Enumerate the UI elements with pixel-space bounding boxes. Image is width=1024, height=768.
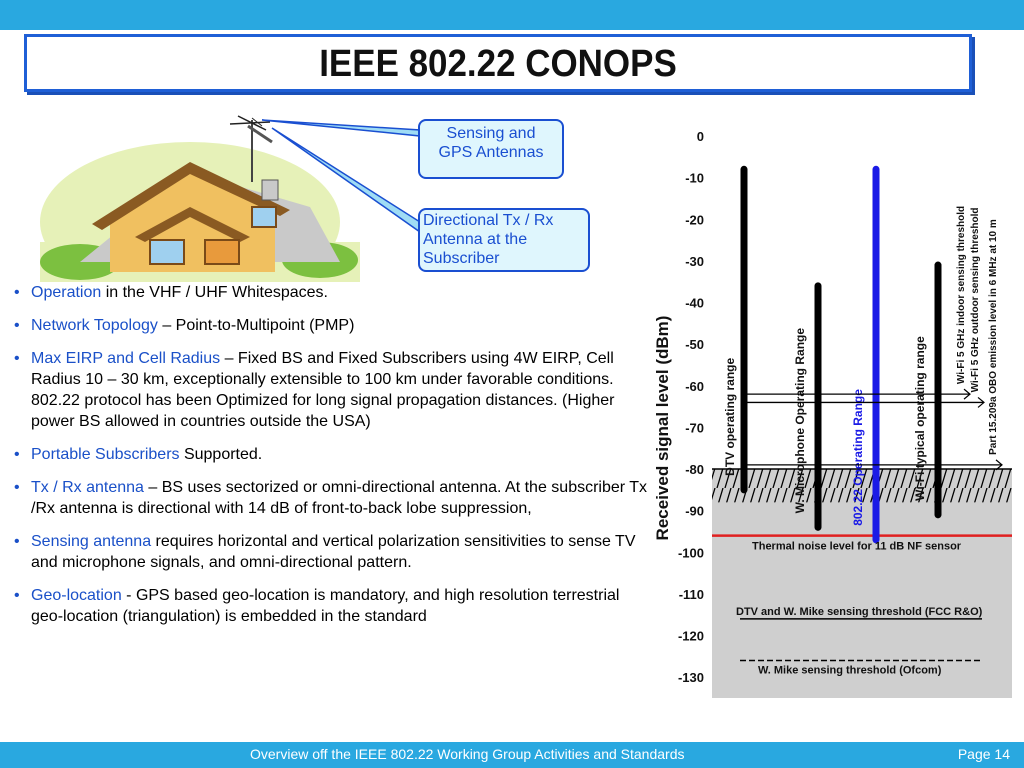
list-item xyxy=(10,531,650,573)
thermal-noise-label: Thermal noise level for 11 dB NF sensor xyxy=(752,540,962,553)
directional-callout-line2: Antenna at the xyxy=(423,231,528,248)
y-tick-label: -80 xyxy=(685,462,704,478)
y-tick-label: -50 xyxy=(685,337,704,353)
sensing-threshold-label: W. Mike sensing threshold (Ofcom) xyxy=(758,664,942,677)
y-tick-label: 0 xyxy=(696,129,704,144)
y-tick-label: -60 xyxy=(685,378,704,394)
y-tick-label: -90 xyxy=(685,503,704,519)
bullet-keyword: Max EIRP and Cell Radius xyxy=(31,350,221,367)
bullet-text: requires horizontal and vertical polarization sensitivities to sense TV and microphone signals, and omni-directional pattern. xyxy=(31,533,636,571)
sensing-callout-line2: GPS Antennas xyxy=(438,144,544,161)
list-item xyxy=(10,282,650,303)
y-tick-label: -130 xyxy=(677,670,704,686)
y-axis-label: Received signal level (dBm) xyxy=(653,315,672,541)
sensing-threshold-label: DTV and W. Mike sensing threshold (FCC R&O) xyxy=(736,605,983,618)
range-bar-label: Wi-Fi typical operating range xyxy=(913,336,927,501)
list-item xyxy=(10,444,650,465)
footer-bar xyxy=(0,742,1024,768)
feature-list xyxy=(10,282,650,639)
y-tick-label: -20 xyxy=(685,212,704,228)
directional-callout-line1: Directional Tx / Rx xyxy=(423,212,554,229)
footer-text: Overview off the IEEE 802.22 Working Group Activities and Standards xyxy=(250,746,685,762)
sensing-callout-line1: Sensing and xyxy=(446,125,536,142)
y-tick-label: -100 xyxy=(677,545,704,561)
threshold-label: Wi-Fi 5 GHz outdoor sensing threshold xyxy=(970,207,981,393)
bullet-text: – BS uses sectorized or omni-directional antenna. At the subscriber Tx /Rx antenna is directional with 14 dB of front-to-back lobe suppression, xyxy=(31,479,648,517)
y-tick-label: -10 xyxy=(685,170,704,186)
bullet-text: – Fixed BS and Fixed Subscribers using 4W EIRP, Cell Radius 10 – 30 km, exceptionally extensible to 100 km under favorable conditions. 802.22 protocol has been Optimized for long signal propagation distances. (Higher power BS allowed in countries outside the USA) xyxy=(31,350,615,430)
bullet-keyword: Tx / Rx antenna xyxy=(31,479,144,496)
range-bar-label: 802.22 Operating Range xyxy=(851,389,865,526)
list-item xyxy=(10,477,650,519)
y-tick-label: -70 xyxy=(685,420,704,436)
bullet-keyword: Network Topology xyxy=(31,317,158,334)
bullet-keyword: Sensing antenna xyxy=(31,533,152,550)
y-tick-label: -30 xyxy=(685,253,704,269)
bullet-text: in the VHF / UHF Whitespaces. xyxy=(101,284,328,301)
y-tick-label: -40 xyxy=(685,295,704,311)
list-item xyxy=(10,585,650,627)
bullet-text: Supported. xyxy=(179,446,263,463)
directional-callout-line3: Subscriber xyxy=(423,250,500,267)
bullet-keyword: Portable Subscribers xyxy=(31,446,180,463)
y-tick-label: -110 xyxy=(678,586,704,602)
bullet-keyword: Operation xyxy=(31,284,102,301)
threshold-label: Part 15.209a OBO emission level in 6 MHz at 10 m xyxy=(988,219,999,455)
page-title: IEEE 802.22 CONOPS xyxy=(319,43,677,85)
range-bar-label: W. Microphone Operating Range xyxy=(793,327,807,514)
range-bar-label: DTV operating range xyxy=(723,357,737,476)
list-item xyxy=(10,348,650,432)
sensing-antennas-callout xyxy=(418,119,564,179)
bullet-keyword: Geo-location xyxy=(31,587,122,604)
threshold-label: Wi-Fi 5 GHz indoor sensing threshold xyxy=(956,205,967,385)
page-number: Page 14 xyxy=(957,746,1010,762)
signal-level-chart xyxy=(652,128,1022,712)
y-tick-label: -120 xyxy=(677,628,704,644)
bullet-text: – Point-to-Multipoint (PMP) xyxy=(157,317,355,334)
bullet-text: - GPS based geo-location is mandatory, and high resolution terrestrial geo-location (triangulation) is embedded in the standard xyxy=(31,587,620,625)
list-item xyxy=(10,315,650,336)
directional-antenna-callout xyxy=(418,208,590,272)
